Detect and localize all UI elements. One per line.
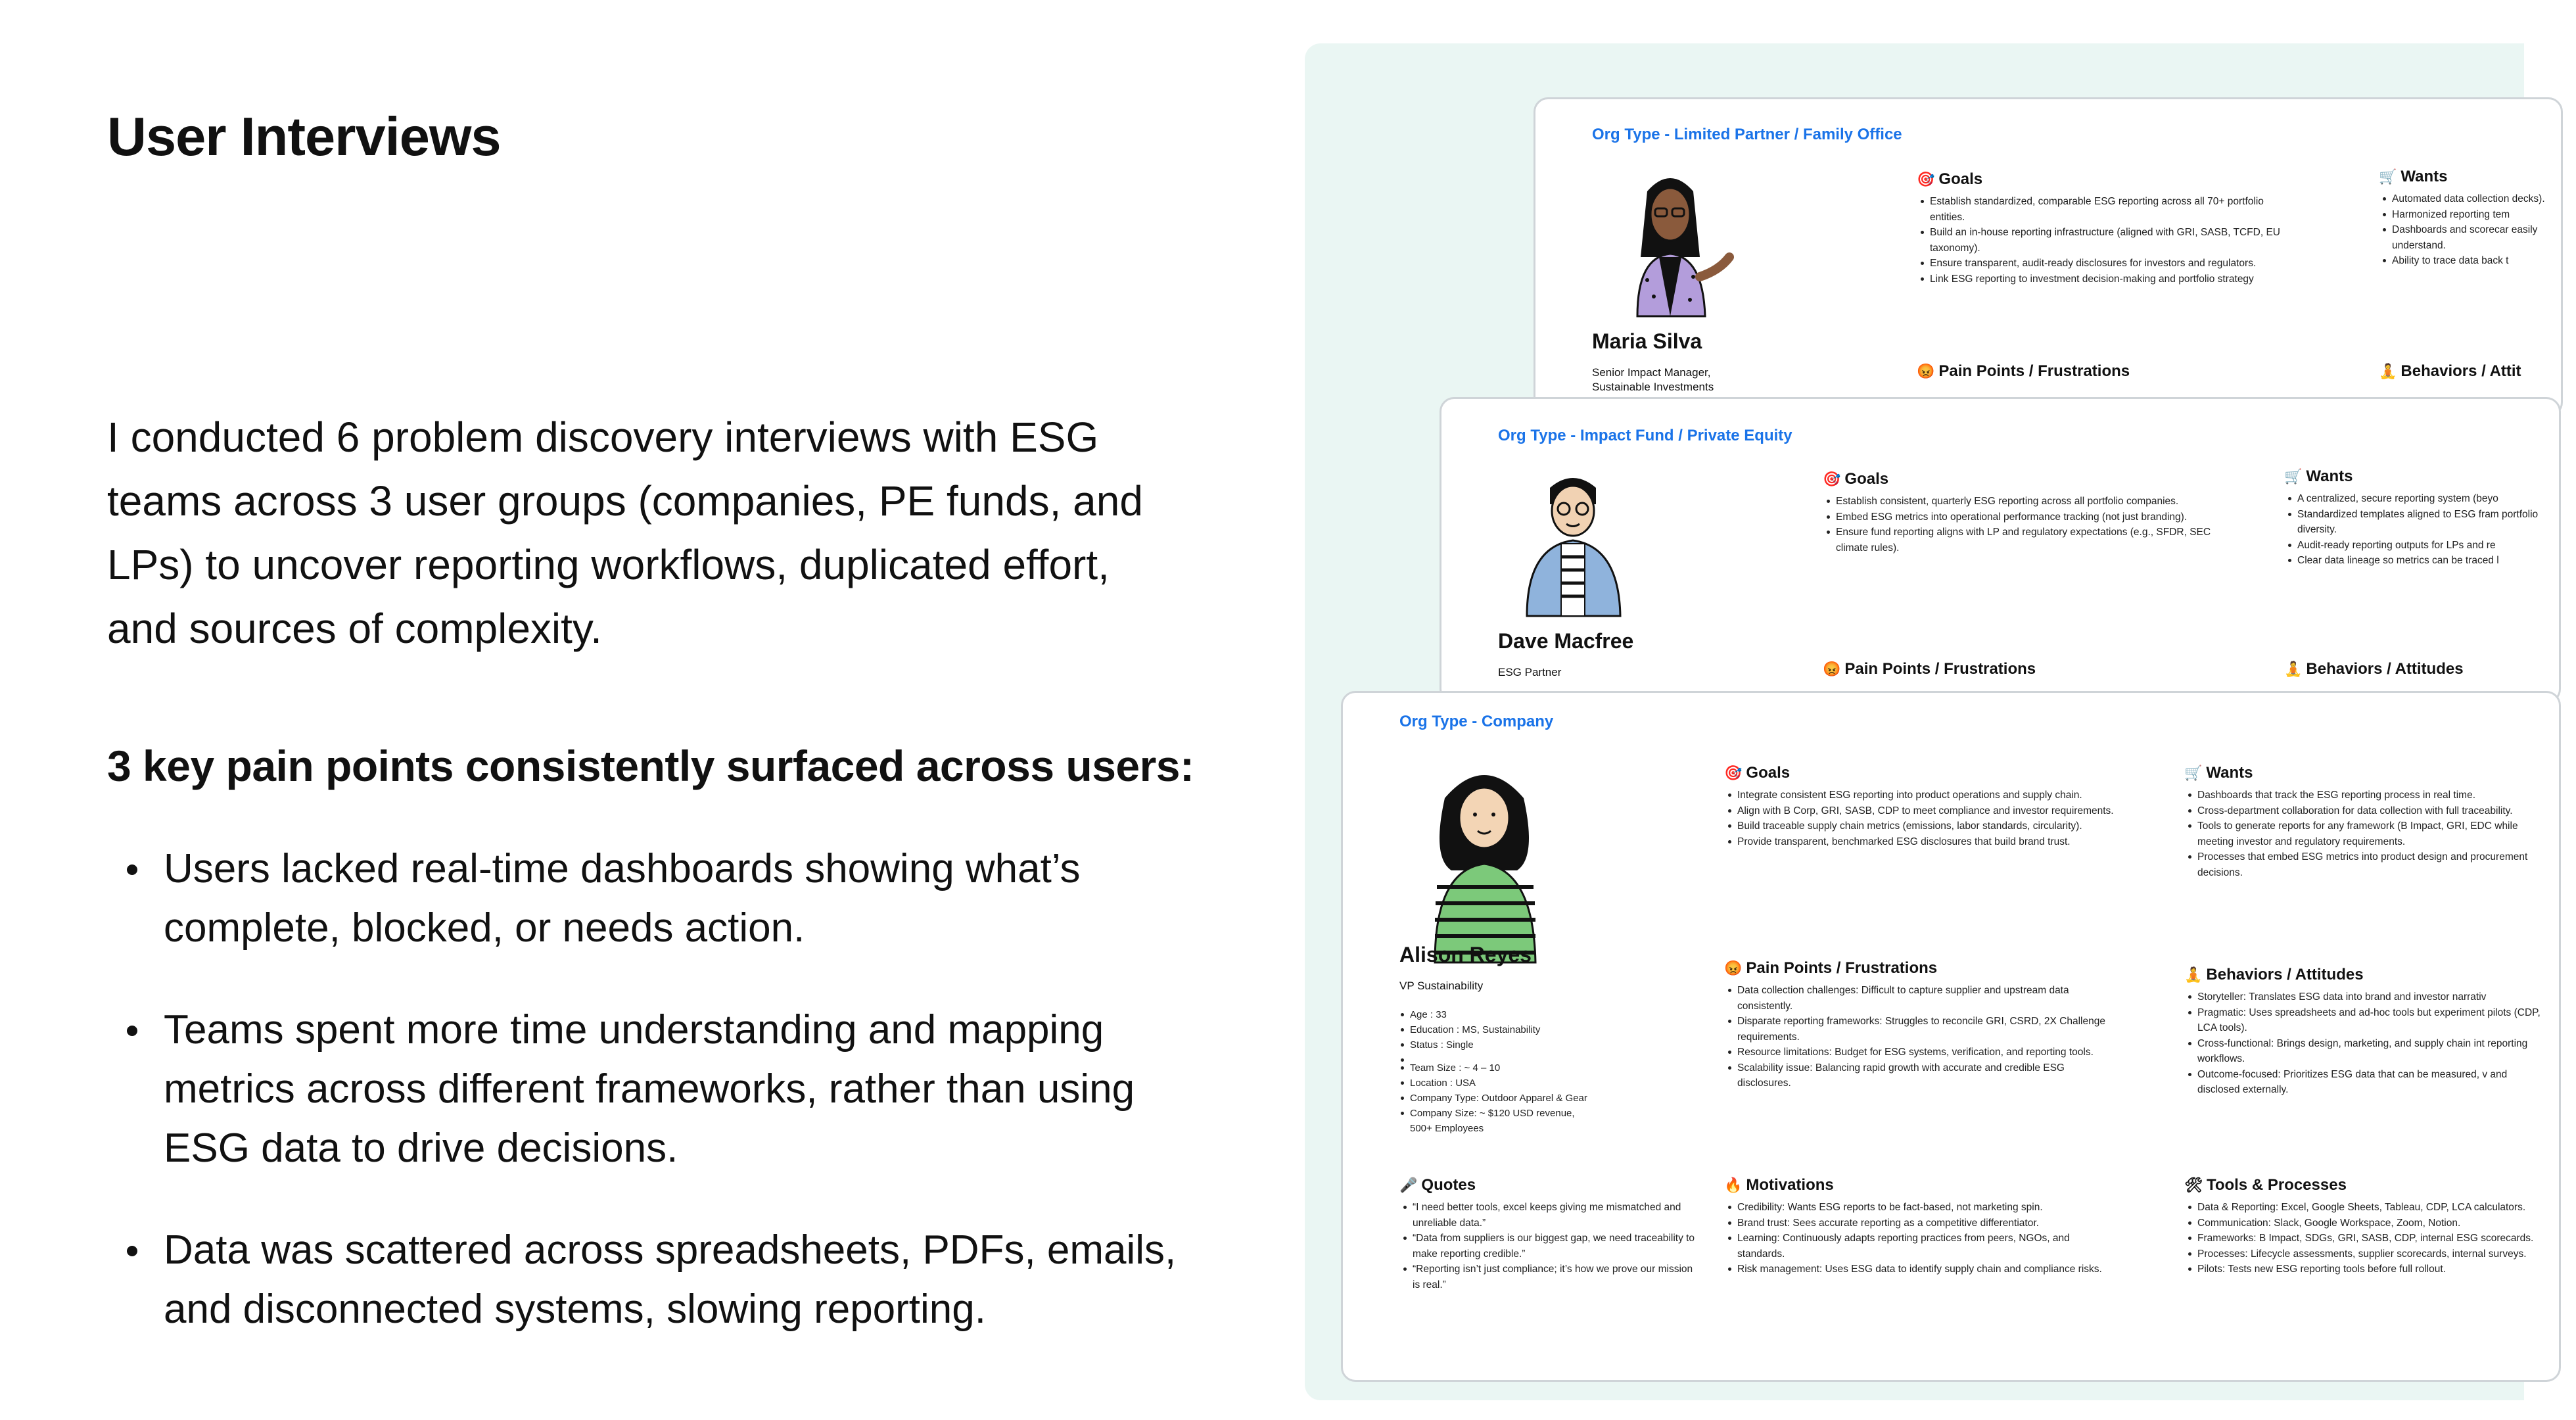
list-item: Pragmatic: Uses spreadsheets and ad-hoc tools but experiment pilots (CDP, LCA tools).: [2184, 1005, 2552, 1036]
avatar-maria: [1601, 165, 1739, 316]
persona-card-dave: [1440, 397, 2561, 703]
cart-icon: 🛒: [2284, 468, 2303, 485]
fire-icon: 🔥: [1724, 1177, 1743, 1193]
list-item: Establish consistent, quarterly ESG reporting across all portfolio companies.: [1823, 494, 2217, 509]
persona-name: Maria Silva: [1592, 329, 1702, 353]
list-item: Link ESG reporting to investment decision-making and portfolio strategy: [1917, 272, 2285, 287]
list-item: Tools to generate reports for any framework (B Impact, GRI, EDC while meeting investor and regulatory requirements.: [2184, 818, 2552, 849]
section-heading: Pain Points / Frustrations: [1938, 362, 2130, 380]
list-item: Disparate reporting frameworks: Struggles to reconcile GRI, CSRD, 2X Challenge requirements.: [1724, 1014, 2119, 1045]
org-type-label: Org Type - Impact Fund / Private Equity: [1498, 427, 1792, 444]
list-item: “Reporting isn’t just compliance; it’s how we prove our mission is real.”: [1399, 1262, 1695, 1292]
section-heading: Quotes: [1421, 1176, 1476, 1194]
behaviors-section: [2184, 966, 2552, 1098]
behaviors-section: [2379, 362, 2521, 386]
tools-icon: 🛠: [2184, 1177, 2203, 1193]
persona-name: Alison Reyes: [1399, 943, 1532, 966]
list-item: Scalability issue: Balancing rapid growth with accurate and credible ESG disclosures.: [1724, 1060, 2119, 1091]
list-item: Cross-department collaboration for data collection with full traceability.: [2184, 803, 2552, 819]
org-type-label: Org Type - Company: [1399, 713, 1554, 730]
bullet-icon: [127, 1246, 137, 1256]
wants-section: [2284, 467, 2560, 569]
list-item: Integrate consistent ESG reporting into product operations and supply chain.: [1724, 788, 2119, 803]
dart-icon: 🎯: [1823, 471, 1841, 487]
org-type-label: Org Type - Limited Partner / Family Office: [1592, 126, 1902, 143]
pain-section: [1823, 660, 2036, 684]
list-item: Communication: Slack, Google Workspace, Zoom, Notion.: [2184, 1216, 2552, 1231]
list-item: Pilots: Tests new ESG reporting tools before full rollout.: [2184, 1262, 2552, 1277]
list-item: Risk management: Uses ESG data to identify supply chain and compliance risks.: [1724, 1262, 2119, 1277]
quotes-section: [1399, 1176, 1695, 1292]
cart-icon: 🛒: [2379, 168, 2397, 185]
section-heading: Behaviors / Attitudes: [2306, 660, 2464, 678]
bullet-icon: [127, 1026, 137, 1036]
pain-section: [1917, 362, 2130, 386]
angry-face-icon: 😡: [1917, 363, 1935, 379]
persona-card-alison: [1341, 691, 2561, 1382]
persona-role: VP Sustainability: [1399, 980, 1484, 992]
list-item: Frameworks: B Impact, SDGs, GRI, SASB, CDP, internal ESG scorecards.: [2184, 1231, 2552, 1246]
angry-face-icon: 😡: [1823, 661, 1841, 677]
tools-section: [2184, 1176, 2552, 1277]
list-item: Establish standardized, comparable ESG reporting across all 70+ portfolio entities.: [1917, 194, 2285, 225]
persona-demographics: [1399, 1007, 1597, 1136]
section-heading: Pain Points / Frustrations: [1746, 959, 1938, 977]
list-item: [107, 1001, 1198, 1178]
list-item: Ability to trace data back t: [2379, 253, 2576, 269]
pain-section: [1724, 959, 2119, 1091]
dart-icon: 🎯: [1724, 765, 1743, 781]
section-heading: Tools & Processes: [2206, 1176, 2347, 1194]
avatar-dave: [1514, 468, 1632, 616]
list-item-text: Teams spent more time understanding and mapping metrics across different frameworks, rather than using ESG data to drive decisions.: [164, 1007, 1135, 1171]
persona-role: ESG Partner: [1498, 666, 1562, 678]
list-item: Brand trust: Sees accurate reporting as a competitive differentiator.: [1724, 1216, 2119, 1231]
section-heading: Goals: [1746, 764, 1791, 782]
list-item-text: Users lacked real-time dashboards showing what’s complete, blocked, or needs action.: [164, 846, 1081, 951]
list-item: Team Size : ~ 4 – 10: [1399, 1060, 1597, 1076]
goals-section: [1917, 170, 2285, 287]
list-item: A centralized, secure reporting system (beyo: [2284, 491, 2560, 507]
list-item: Clear data lineage so metrics can be traced l: [2284, 553, 2560, 569]
section-heading: Wants: [2206, 764, 2253, 782]
list-item: Status : Single: [1399, 1037, 1597, 1053]
list-item: Storyteller: Translates ESG data into brand and investor narrativ: [2184, 989, 2552, 1005]
motivations-section: [1724, 1176, 2119, 1277]
list-item: Processes: Lifecycle assessments, supplier scorecards, internal surveys.: [2184, 1246, 2552, 1262]
persona-name: Dave Macfree: [1498, 629, 1634, 653]
persona-card-maria: [1534, 97, 2563, 417]
list-item: Standardized templates aligned to ESG fram portfolio diversity.: [2284, 507, 2560, 538]
wants-section: [2379, 168, 2576, 269]
list-item: Align with B Corp, GRI, SASB, CDP to meet compliance and investor requirements.: [1724, 803, 2119, 819]
list-item: Outcome-focused: Prioritizes ESG data that can be measured, v and disclosed externally.: [2184, 1067, 2552, 1098]
section-heading: Behaviors / Attit: [2400, 362, 2521, 380]
microphone-icon: 🎤: [1399, 1177, 1418, 1193]
list-item: Data collection challenges: Difficult to capture supplier and upstream data consistently.: [1724, 983, 2119, 1014]
section-heading: Wants: [2400, 168, 2448, 185]
list-item: Learning: Continuously adapts reporting practices from peers, NGOs, and standards.: [1724, 1231, 2119, 1262]
list-item: Automated data collection decks).: [2379, 191, 2576, 207]
list-item: Company Type: Outdoor Apparel & Gear: [1399, 1091, 1597, 1106]
list-item: Build traceable supply chain metrics (emissions, labor standards, circularity).: [1724, 818, 2119, 834]
pain-points-list: [107, 840, 1198, 1382]
list-item: Audit-ready reporting outputs for LPs and re: [2284, 538, 2560, 554]
goals-section: [1823, 470, 2217, 556]
list-item: Age : 33: [1399, 1007, 1597, 1022]
list-item: Data & Reporting: Excel, Google Sheets, Tableau, CDP, LCA calculators.: [2184, 1200, 2552, 1216]
list-item: Build an in-house reporting infrastructure (aligned with GRI, SASB, TCFD, EU taxonomy).: [1917, 225, 2285, 256]
section-heading: Goals: [1938, 170, 1983, 188]
list-item: Company Size: ~ $120 USD revenue, 500+ Employees: [1399, 1106, 1597, 1136]
section-heading: Goals: [1844, 470, 1889, 488]
list-item: Education : MS, Sustainability: [1399, 1022, 1597, 1037]
intro-paragraph: I conducted 6 problem discovery interviews with ESG teams across 3 user groups (companies, PE funds, and LPs) to uncover reporting workflows, duplicated effort, and sources of complexity.: [107, 414, 1143, 652]
person-icon: 🧘: [2184, 966, 2203, 983]
section-heading: Motivations: [1746, 1176, 1834, 1194]
spacer: [1399, 1053, 1597, 1060]
pain-points-heading: 3 key pain points consistently surfaced across users:: [107, 742, 1194, 790]
list-item: Credibility: Wants ESG reports to be fact-based, not marketing spin.: [1724, 1200, 2119, 1216]
person-icon: 🧘: [2284, 661, 2303, 677]
list-item: [107, 1221, 1198, 1339]
list-item: Ensure fund reporting aligns with LP and regulatory expectations (e.g., SFDR, SEC climate rules).: [1823, 525, 2217, 556]
list-item: Dashboards that track the ESG reporting process in real time.: [2184, 788, 2552, 803]
list-item: “Data from suppliers is our biggest gap, we need traceability to make reporting credible.”: [1399, 1231, 1695, 1262]
list-item-text: Data was scattered across spreadsheets, PDFs, emails, and disconnected systems, slowing reporting.: [164, 1227, 1177, 1332]
list-item: Location : USA: [1399, 1076, 1597, 1091]
behaviors-section: [2284, 660, 2464, 684]
section-heading: Pain Points / Frustrations: [1844, 660, 2036, 678]
list-item: Ensure transparent, audit-ready disclosures for investors and regulators.: [1917, 256, 2285, 272]
persona-role: Senior Impact Manager, Sustainable Investments: [1592, 366, 1714, 393]
list-item: Harmonized reporting tem: [2379, 207, 2576, 223]
section-heading: Behaviors / Attitudes: [2206, 966, 2364, 983]
goals-section: [1724, 764, 2119, 849]
list-item: Embed ESG metrics into operational performance tracking (not just branding).: [1823, 509, 2217, 525]
cart-icon: 🛒: [2184, 765, 2203, 781]
dart-icon: 🎯: [1917, 171, 1935, 187]
wants-section: [2184, 764, 2552, 880]
angry-face-icon: 😡: [1724, 960, 1743, 976]
list-item: Processes that embed ESG metrics into product design and procurement decisions.: [2184, 849, 2552, 880]
section-heading: Wants: [2306, 467, 2353, 485]
list-item: Resource limitations: Budget for ESG systems, verification, and reporting tools.: [1724, 1045, 2119, 1060]
person-icon: 🧘: [2379, 363, 2397, 379]
list-item: [107, 840, 1198, 958]
list-item: Dashboards and scorecar easily understand.: [2379, 222, 2576, 253]
list-item: “I need better tools, excel keeps giving me mismatched and unreliable data.”: [1399, 1200, 1695, 1231]
page-title: User Interviews: [107, 106, 501, 167]
list-item: Provide transparent, benchmarked ESG disclosures that build brand trust.: [1724, 834, 2119, 850]
bullet-icon: [127, 864, 137, 875]
list-item: Cross-functional: Brings design, marketing, and supply chain int reporting workflows.: [2184, 1036, 2552, 1067]
avatar-alison: [1418, 759, 1550, 962]
